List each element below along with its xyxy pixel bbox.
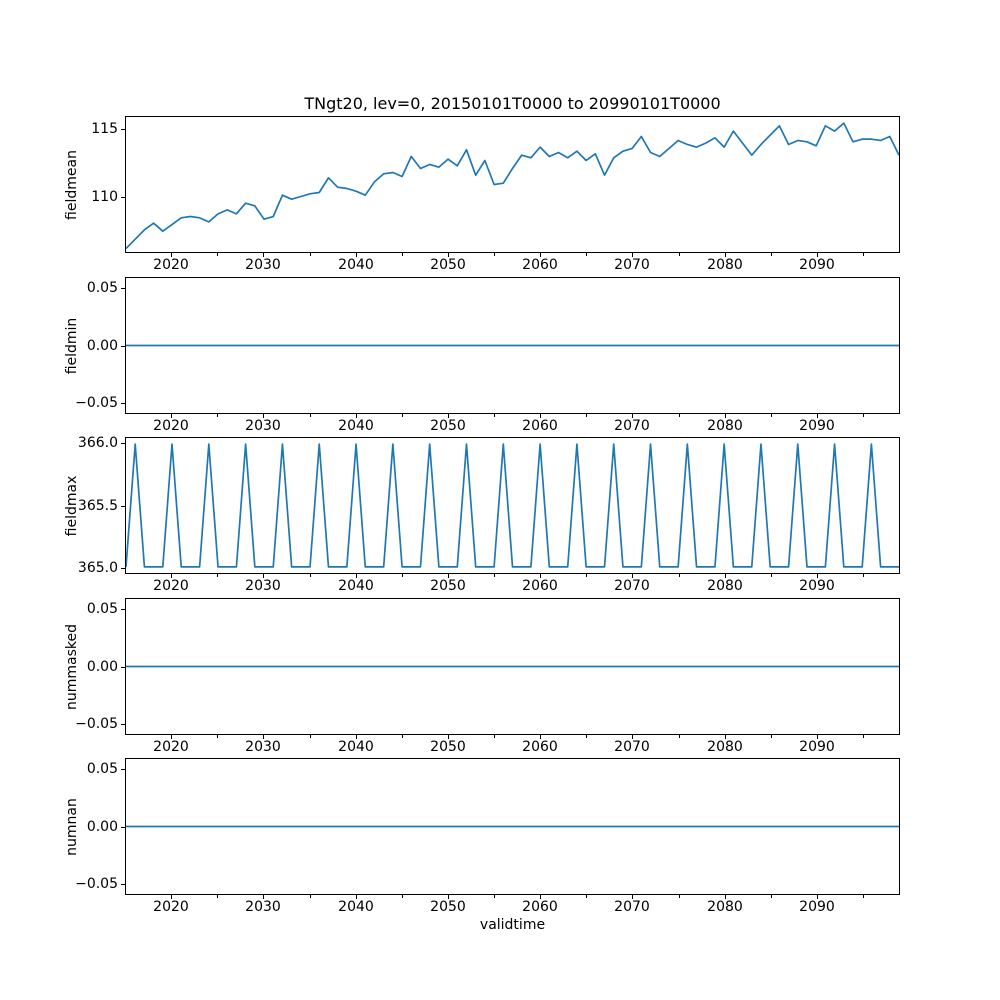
y-tick-label-fieldmean: 115	[91, 121, 118, 137]
x-tick-label-fieldmin: 2060	[522, 418, 558, 434]
x-tick-label-numnan: 2040	[338, 899, 374, 915]
y-tick-label-fieldmax: 365.0	[77, 560, 118, 576]
x-minor-tick-fieldmax	[771, 574, 772, 577]
x-minor-tick-numnan	[863, 895, 864, 898]
y-tick-nummasked	[121, 724, 125, 725]
x-minor-tick-fieldmean	[771, 253, 772, 256]
x-minor-tick-fieldmean	[310, 253, 311, 256]
subplot-fieldmean: fieldmean	[0, 116, 1000, 276]
x-tick-label-fieldmean: 2070	[614, 257, 650, 273]
x-tick-label-fieldmean: 2020	[153, 257, 189, 273]
x-minor-tick-fieldmax	[402, 574, 403, 577]
y-tick-label-nummasked: 0.05	[86, 601, 118, 617]
subplot-fieldmax: fieldmax	[0, 437, 1000, 597]
x-tick-label-nummasked: 2090	[799, 739, 835, 755]
x-minor-tick-nummasked	[679, 735, 680, 738]
x-tick-label-fieldmean: 2080	[707, 257, 743, 273]
x-tick-label-nummasked: 2080	[707, 739, 743, 755]
x-minor-tick-numnan	[679, 895, 680, 898]
x-minor-tick-fieldmean	[494, 253, 495, 256]
x-tick-label-fieldmax: 2030	[245, 578, 281, 594]
axes-fieldmean	[125, 116, 900, 253]
x-minor-tick-fieldmax	[863, 574, 864, 577]
x-minor-tick-fieldmean	[402, 253, 403, 256]
subplot-numnan: numnan	[0, 758, 1000, 918]
x-minor-tick-fieldmin	[217, 414, 218, 417]
x-minor-tick-fieldmean	[586, 253, 587, 256]
x-tick-label-fieldmin: 2090	[799, 418, 835, 434]
x-minor-tick-numnan	[402, 895, 403, 898]
x-minor-tick-fieldmin	[310, 414, 311, 417]
y-tick-numnan	[121, 827, 125, 828]
x-tick-label-numnan: 2020	[153, 899, 189, 915]
x-tick-label-fieldmin: 2040	[338, 418, 374, 434]
x-tick-label-fieldmax: 2060	[522, 578, 558, 594]
axes-fieldmax	[125, 437, 900, 574]
x-tick-label-numnan: 2030	[245, 899, 281, 915]
x-tick-label-numnan: 2050	[430, 899, 466, 915]
x-minor-tick-fieldmin	[402, 414, 403, 417]
fieldmean-polyline	[126, 123, 899, 248]
y-tick-fieldmin	[121, 288, 125, 289]
x-tick-label-nummasked: 2020	[153, 739, 189, 755]
x-tick-label-fieldmax: 2080	[707, 578, 743, 594]
y-tick-label-numnan: 0.00	[86, 819, 118, 835]
y-tick-numnan	[121, 769, 125, 770]
axes-numnan	[125, 758, 900, 895]
x-minor-tick-fieldmin	[494, 414, 495, 417]
x-minor-tick-fieldmax	[586, 574, 587, 577]
fieldmin-line	[126, 278, 899, 413]
y-tick-label-fieldmax: 366.0	[77, 435, 118, 451]
x-minor-tick-nummasked	[771, 735, 772, 738]
y-tick-label-numnan: −0.05	[75, 876, 118, 892]
x-minor-tick-fieldmean	[679, 253, 680, 256]
x-tick-label-fieldmean: 2060	[522, 257, 558, 273]
x-tick-label-numnan: 2070	[614, 899, 650, 915]
fieldmax-polyline	[126, 444, 899, 567]
subplot-nummasked: nummasked	[0, 598, 1000, 758]
x-tick-label-fieldmean: 2040	[338, 257, 374, 273]
fieldmean-line	[126, 117, 899, 252]
x-minor-tick-fieldmean	[217, 253, 218, 256]
x-minor-tick-nummasked	[586, 735, 587, 738]
y-tick-fieldmax	[121, 443, 125, 444]
y-tick-fieldmin	[121, 403, 125, 404]
x-tick-label-fieldmin: 2050	[430, 418, 466, 434]
x-minor-tick-nummasked	[402, 735, 403, 738]
x-tick-label-fieldmax: 2020	[153, 578, 189, 594]
x-tick-label-nummasked: 2040	[338, 739, 374, 755]
subplot-fieldmin: fieldmin	[0, 277, 1000, 437]
x-minor-tick-numnan	[771, 895, 772, 898]
fieldmax-line	[126, 438, 899, 573]
x-minor-tick-fieldmin	[863, 414, 864, 417]
x-minor-tick-numnan	[494, 895, 495, 898]
x-minor-tick-numnan	[310, 895, 311, 898]
x-tick-label-nummasked: 2050	[430, 739, 466, 755]
y-tick-fieldmax	[121, 568, 125, 569]
x-tick-label-fieldmin: 2020	[153, 418, 189, 434]
x-tick-label-fieldmean: 2050	[430, 257, 466, 273]
nummasked-line	[126, 599, 899, 734]
y-tick-fieldmax	[121, 506, 125, 507]
x-tick-label-fieldmin: 2080	[707, 418, 743, 434]
y-tick-label-fieldmin: 0.05	[86, 280, 118, 296]
x-axis-label: validtime	[479, 917, 546, 933]
axes-nummasked	[125, 598, 900, 735]
x-tick-label-numnan: 2060	[522, 899, 558, 915]
y-tick-numnan	[121, 884, 125, 885]
x-minor-tick-fieldmin	[679, 414, 680, 417]
figure-title: TNgt20, lev=0, 20150101T0000 to 20990101T0000	[304, 94, 721, 113]
y-tick-label-fieldmin: −0.05	[75, 395, 118, 411]
x-minor-tick-fieldmin	[586, 414, 587, 417]
x-tick-label-fieldmin: 2030	[245, 418, 281, 434]
x-minor-tick-nummasked	[863, 735, 864, 738]
x-tick-label-numnan: 2080	[707, 899, 743, 915]
y-tick-label-fieldmax: 365.5	[77, 498, 118, 514]
x-minor-tick-nummasked	[494, 735, 495, 738]
x-minor-tick-fieldmax	[217, 574, 218, 577]
x-tick-label-numnan: 2090	[799, 899, 835, 915]
y-tick-label-numnan: 0.05	[86, 761, 118, 777]
x-minor-tick-fieldmean	[863, 253, 864, 256]
x-tick-label-fieldmax: 2070	[614, 578, 650, 594]
axes-fieldmin	[125, 277, 900, 414]
y-tick-label-fieldmean: 110	[91, 189, 118, 205]
x-tick-label-nummasked: 2070	[614, 739, 650, 755]
numnan-line	[126, 759, 899, 894]
y-tick-label-fieldmin: 0.00	[86, 338, 118, 354]
x-minor-tick-nummasked	[217, 735, 218, 738]
x-tick-label-fieldmax: 2040	[338, 578, 374, 594]
y-tick-fieldmean	[121, 129, 125, 130]
x-minor-tick-numnan	[217, 895, 218, 898]
y-tick-fieldmin	[121, 346, 125, 347]
y-tick-label-nummasked: 0.00	[86, 659, 118, 675]
x-tick-label-nummasked: 2060	[522, 739, 558, 755]
x-minor-tick-fieldmax	[679, 574, 680, 577]
y-tick-label-nummasked: −0.05	[75, 716, 118, 732]
x-tick-label-fieldmax: 2050	[430, 578, 466, 594]
x-tick-label-fieldmax: 2090	[799, 578, 835, 594]
x-tick-label-nummasked: 2030	[245, 739, 281, 755]
x-minor-tick-numnan	[586, 895, 587, 898]
y-tick-nummasked	[121, 667, 125, 668]
x-minor-tick-fieldmax	[310, 574, 311, 577]
x-minor-tick-fieldmax	[494, 574, 495, 577]
x-minor-tick-nummasked	[310, 735, 311, 738]
x-tick-label-fieldmean: 2030	[245, 257, 281, 273]
x-tick-label-fieldmin: 2070	[614, 418, 650, 434]
x-tick-label-fieldmean: 2090	[799, 257, 835, 273]
x-minor-tick-fieldmin	[771, 414, 772, 417]
y-tick-nummasked	[121, 609, 125, 610]
y-tick-fieldmean	[121, 197, 125, 198]
